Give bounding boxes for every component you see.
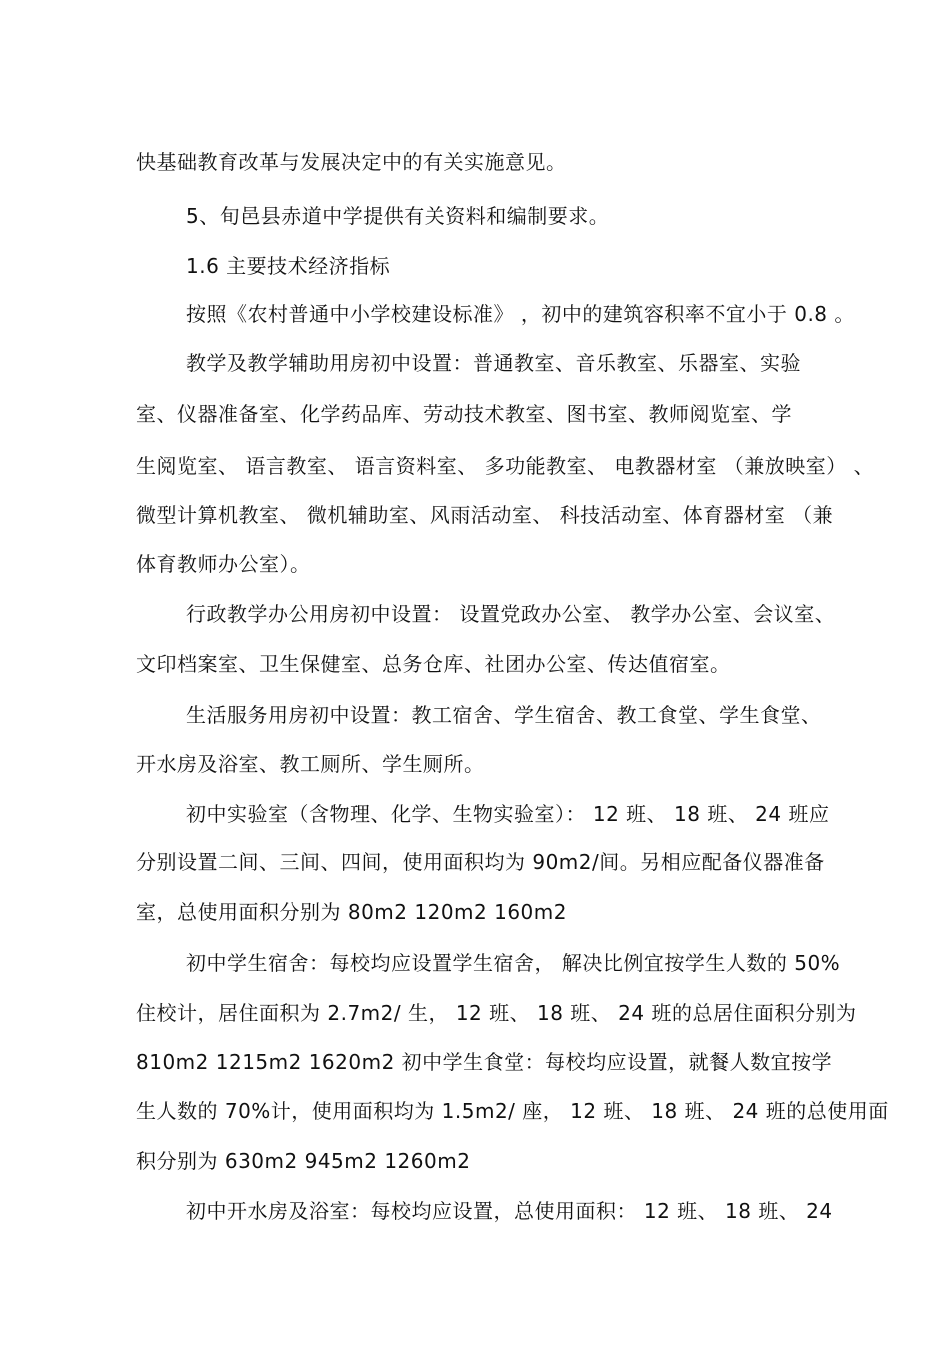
section-heading: 1.6 主要技术经济指标 xyxy=(186,254,391,278)
text-line: 开水房及浴室、教工厕所、学生厕所。 xyxy=(136,752,485,776)
text-line: 室，总使用面积分别为 80m2 120m2 160m2 xyxy=(136,900,567,924)
text-line: 教学及教学辅助用房初中设置：普通教室、音乐教室、乐器室、实验 xyxy=(186,351,801,375)
text-line: 分别设置二间、三间、四间，使用面积均为 90m2/间。另相应配备仪器准备 xyxy=(136,850,825,874)
text-line: 文印档案室、卫生保健室、总务仓库、社团办公室、传达值宿室。 xyxy=(136,652,731,676)
text-line: 初中开水房及浴室：每校均应设置，总使用面积： 12 班、 18 班、 24 xyxy=(186,1199,833,1223)
text-line: 按照《农村普通中小学校建设标准》 ，初中的建筑容积率不宜小于 0.8 。 xyxy=(186,302,855,326)
text-line: 微型计算机教室、 微机辅助室、风雨活动室、 科技活动室、体育器材室 （兼 xyxy=(136,503,834,527)
text-line: 初中实验室（含物理、化学、生物实验室）： 12 班、 18 班、 24 班应 xyxy=(186,802,830,826)
text-line: 室、仪器准备室、化学药品库、劳动技术教室、图书室、教师阅览室、学 xyxy=(136,402,792,426)
text-line: 住校计，居住面积为 2.7m2/ 生， 12 班、 18 班、 24 班的总居住面积分别为 xyxy=(136,1001,857,1025)
text-line: 5、旬邑县赤道中学提供有关资料和编制要求。 xyxy=(186,204,610,228)
text-line: 积分别为 630m2 945m2 1260m2 xyxy=(136,1149,471,1173)
text-line: 快基础教育改革与发展决定中的有关实施意见。 xyxy=(136,150,567,174)
text-line: 初中学生宿舍：每校均应设置学生宿舍， 解决比例宜按学生人数的 50% xyxy=(186,951,841,975)
text-line: 生活服务用房初中设置：教工宿舍、学生宿舍、教工食堂、学生食堂、 xyxy=(186,703,822,727)
text-line: 810m2 1215m2 1620m2 初中学生食堂：每校均应设置，就餐人数宜按学 xyxy=(136,1050,833,1074)
text-line: 生阅览室、 语言教室、 语言资料室、 多功能教室、 电教器材室 （兼放映室） 、 xyxy=(136,454,875,478)
text-line: 生人数的 70%计，使用面积均为 1.5m2/ 座， 12 班、 18 班、 24 班的总使用面 xyxy=(136,1099,889,1123)
text-line: 体育教师办公室）。 xyxy=(136,552,311,576)
text-line: 行政教学办公用房初中设置： 设置党政办公室、 教学办公室、会议室、 xyxy=(186,602,836,626)
